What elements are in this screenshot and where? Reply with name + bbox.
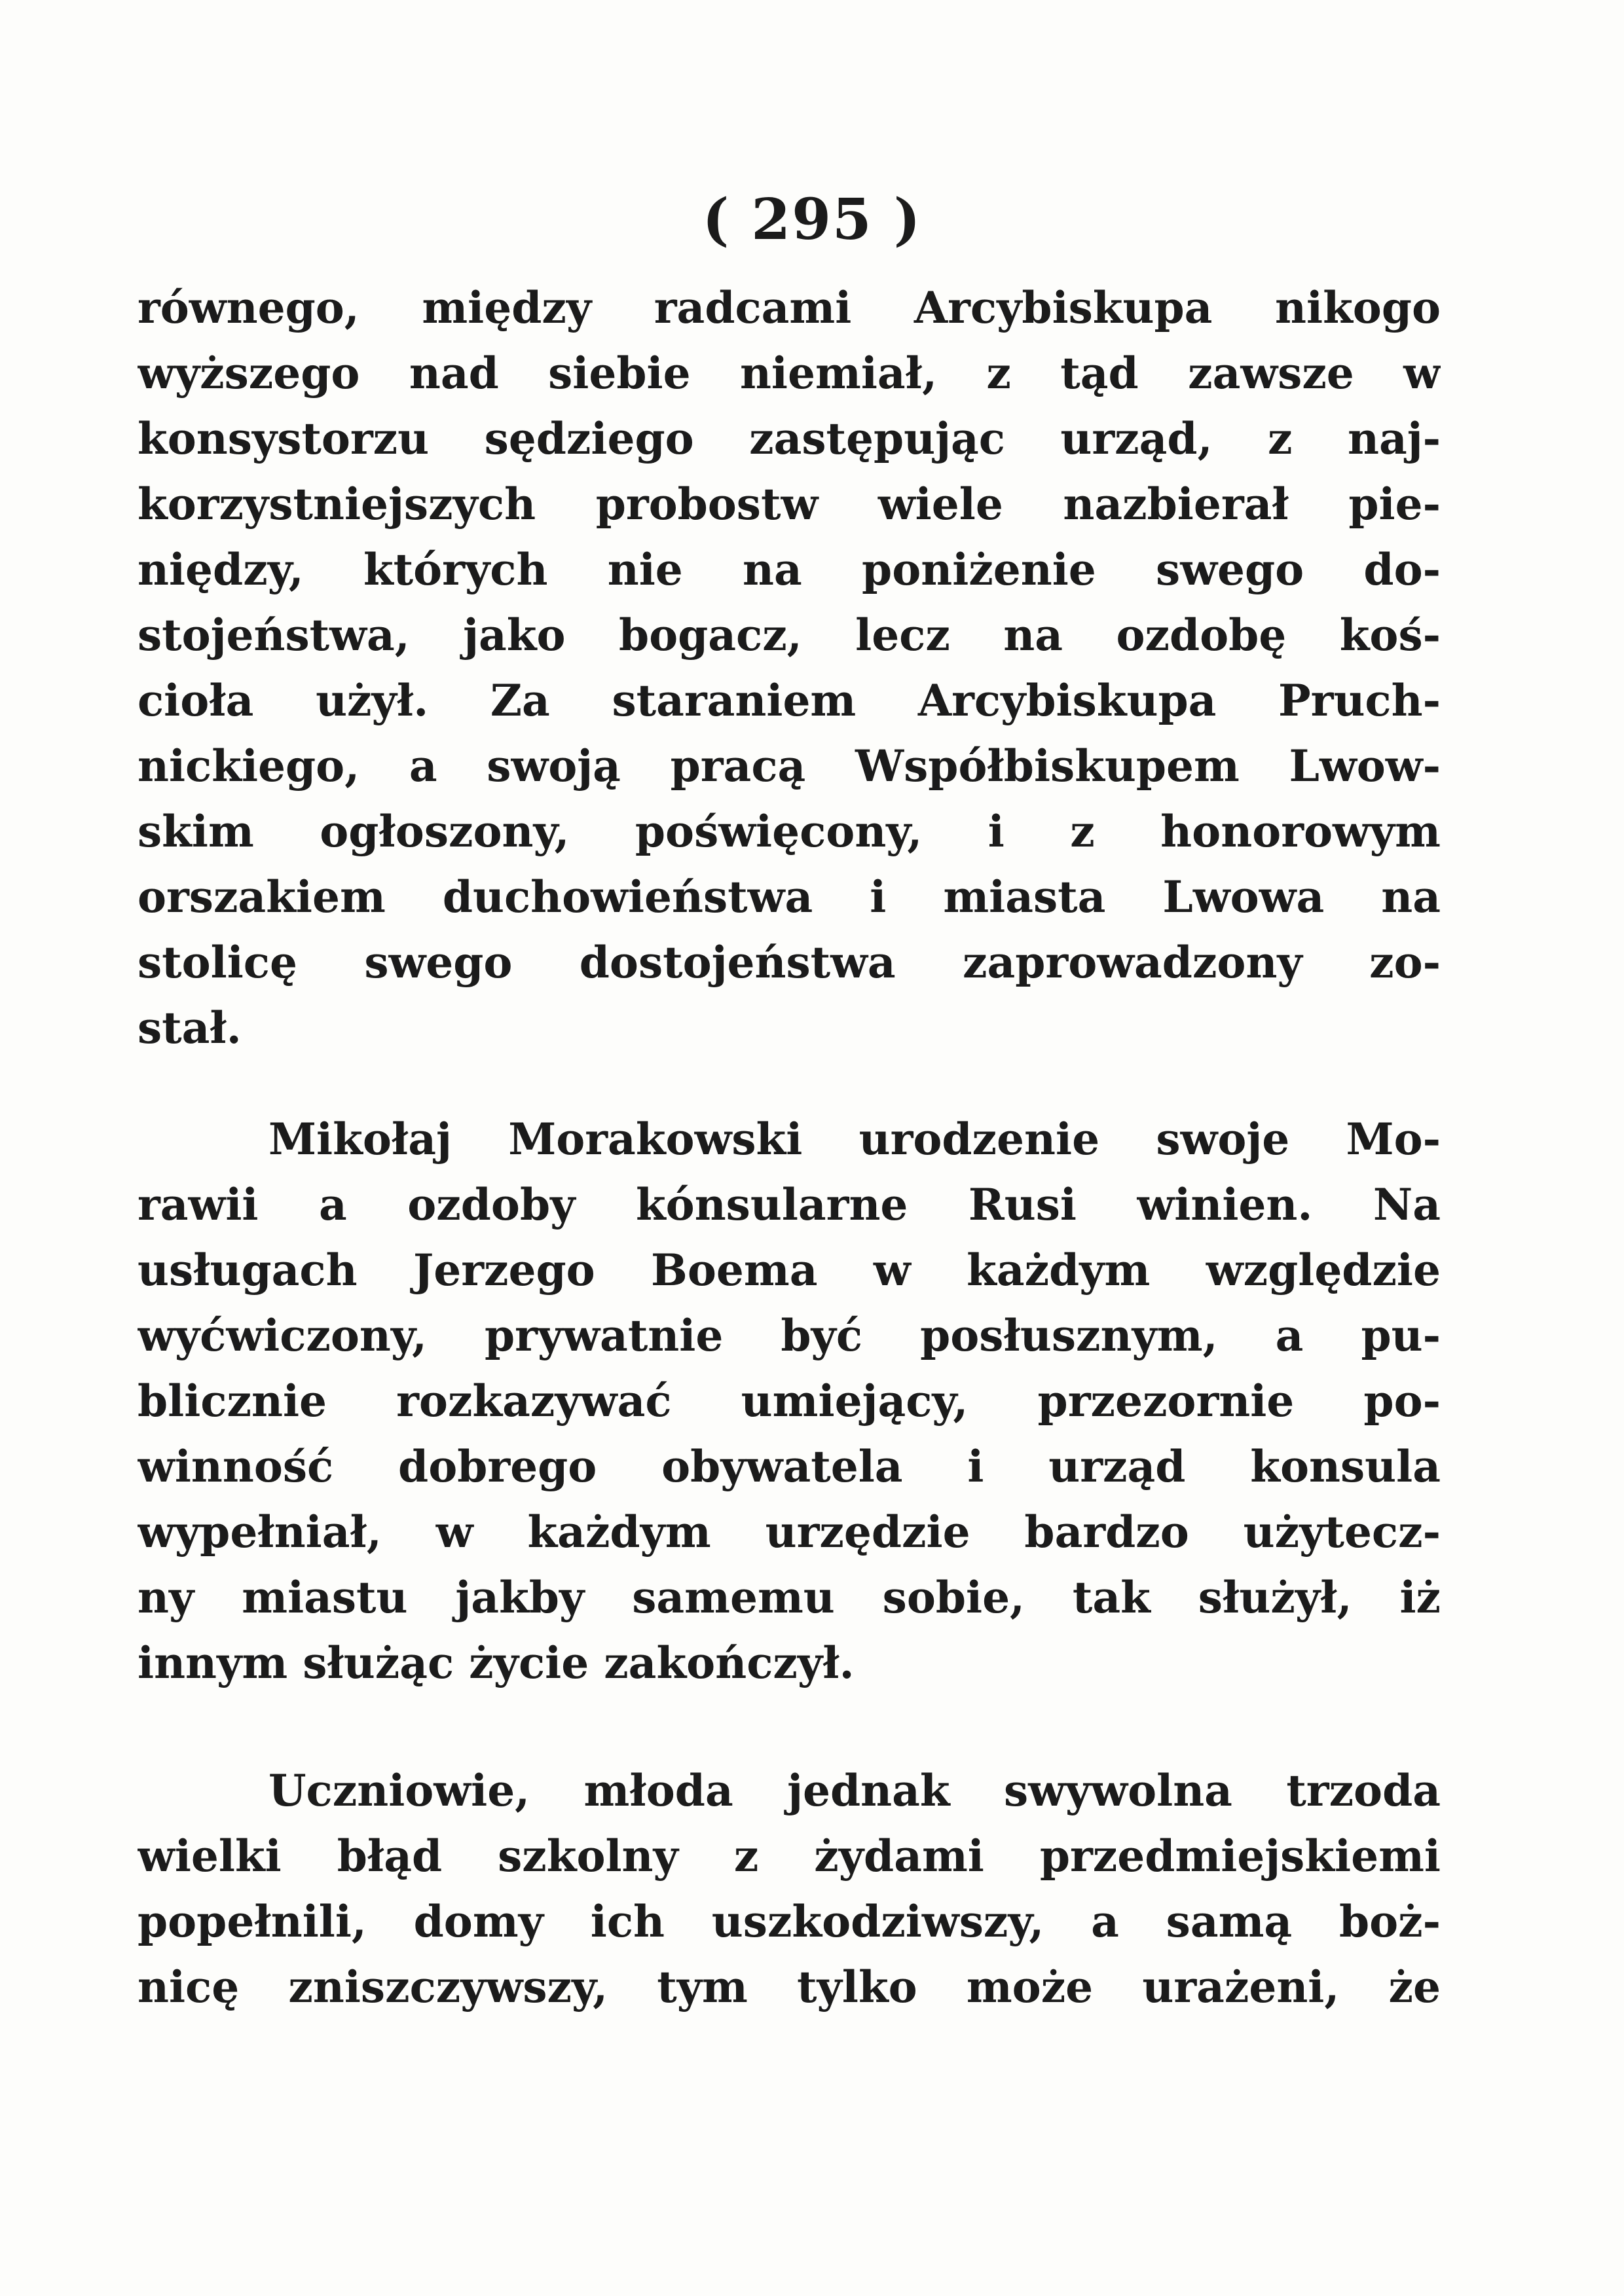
- text-line: wypełniał, w każdym urzędzie bardzo użytecz-: [138, 1506, 1441, 1558]
- paragraph-1: [138, 275, 1441, 1061]
- text-line: ny miastu jakby samemu sobie, tak służył, iż: [138, 1572, 1441, 1623]
- text-line: innym służąc życie zakończył.: [138, 1637, 855, 1688]
- page-number: ( 295 ): [702, 187, 922, 253]
- text-line: nicę zniszczywszy, tym tylko może urażeni, że: [138, 1961, 1441, 2013]
- text-line: korzystniejszych probostw wiele nazbierał pie-: [138, 479, 1441, 530]
- text-line: usługach Jerzego Boema w każdym względzie: [138, 1245, 1441, 1296]
- text-line: rawii a ozdoby kónsularne Rusi winien. Na: [138, 1179, 1441, 1230]
- text-line: wyższego nad siebie niemiał, z tąd zawsze w: [138, 348, 1441, 399]
- text-line: Uczniowie, młoda jednak swywolna trzoda: [268, 1765, 1441, 1816]
- text-line: równego, między radcami Arcybiskupa nikogo: [138, 282, 1441, 333]
- text-line: Mikołaj Morakowski urodzenie swoje Mo-: [268, 1114, 1441, 1165]
- paragraph-3: [138, 1758, 1441, 2020]
- text-line: blicznie rozkazywać umiejący, przezornie po-: [138, 1376, 1441, 1427]
- text-line: stolicę swego dostojeństwa zaprowadzony zo-: [138, 937, 1441, 988]
- text-line: cioła użył. Za staraniem Arcybiskupa Pruch-: [138, 675, 1441, 726]
- text-line: stał.: [138, 1002, 242, 1053]
- text-line: nickiego, a swoją pracą Współbiskupem Lwow-: [138, 740, 1441, 792]
- text-line: wyćwiczony, prywatnie być posłusznym, a pu-: [138, 1310, 1441, 1361]
- text-line: niędzy, których nie na poniżenie swego do-: [138, 544, 1441, 595]
- paragraph-2: [138, 1106, 1441, 1696]
- text-line: stojeństwa, jako bogacz, lecz na ozdobę koś-: [138, 610, 1441, 661]
- text-line: wielki błąd szkolny z żydami przedmiejskiemi: [138, 1831, 1441, 1882]
- text-line: konsystorzu sędziego zastępując urząd, z naj-: [138, 413, 1441, 464]
- text-line: orszakiem duchowieństwa i miasta Lwowa na: [138, 871, 1441, 922]
- text-line: skim ogłoszony, poświęcony, i z honorowym: [138, 806, 1441, 857]
- text-line: popełnili, domy ich uszkodziwszy, a samą boż-: [138, 1896, 1441, 1947]
- text-line: winność dobrego obywatela i urząd konsula: [138, 1441, 1441, 1492]
